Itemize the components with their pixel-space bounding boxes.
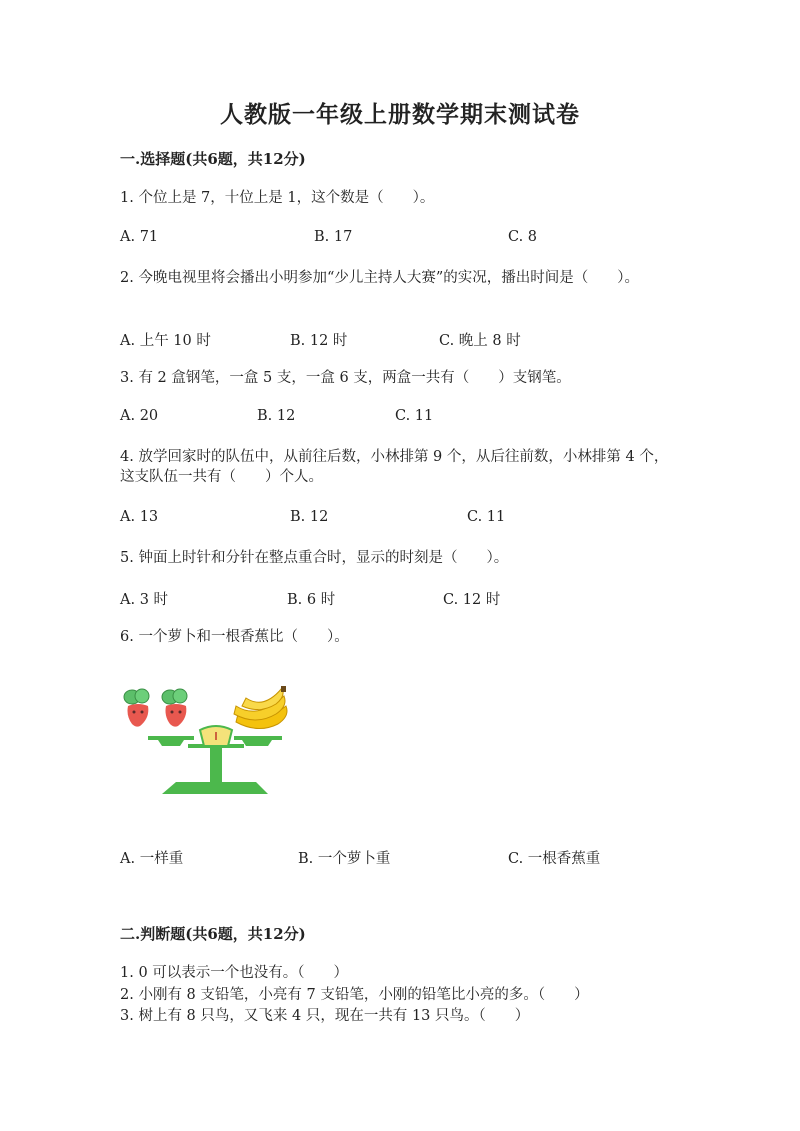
banana-icon xyxy=(234,686,287,729)
judgement-item-3: 3. 树上有 8 只鸟，又飞来 4 只，现在一共有 13 只鸟。（ ） xyxy=(120,1008,530,1024)
judgement-item-2: 2. 小刚有 8 支铅笔，小亮有 7 支铅笔，小刚的铅笔比小亮的多。（ ） xyxy=(120,987,589,1003)
q6-option-a: A. 一样重 xyxy=(120,851,184,867)
q6-option-b: B. 一个萝卜重 xyxy=(298,851,391,867)
question-6: 6. 一个萝卜和一根香蕉比（ ）。 xyxy=(120,629,349,645)
q4-option-a: A. 13 xyxy=(120,509,159,525)
q2-option-a: A. 上午 10 时 xyxy=(120,333,211,349)
q4-option-c: C. 11 xyxy=(467,509,506,525)
scale-icon xyxy=(148,726,282,794)
question-4: 4. 放学回家时的队伍中，从前往后数，小林排第 9 个，从后往前数，小林排第 4 个，这支队伍一共有（ ）个人。 xyxy=(120,449,669,485)
question-5: 5. 钟面上时针和分针在整点重合时，显示的时刻是（ ）。 xyxy=(120,550,509,566)
q2-option-b: B. 12 时 xyxy=(290,333,348,349)
q5-option-c: C. 12 时 xyxy=(443,592,501,608)
q1-option-b: B. 17 xyxy=(314,229,353,245)
q5-option-b: B. 6 时 xyxy=(287,592,336,608)
question-2: 2. 今晚电视里将会播出小明参加“少儿主持人大赛”的实况，播出时间是（ ）。 xyxy=(120,270,640,286)
q6-option-c: C. 一根香蕉重 xyxy=(508,851,601,867)
radish-icon xyxy=(124,689,149,727)
q4-option-b: B. 12 xyxy=(290,509,329,525)
q2-option-c: C. 晚上 8 时 xyxy=(439,333,521,349)
judgement-item-1: 1. 0 可以表示一个也没有。（ ） xyxy=(120,965,349,981)
section-heading-choice: 一.选择题(共6题，共12分) xyxy=(120,150,306,168)
question-3: 3. 有 2 盒钢笔，一盒 5 支，一盒 6 支，两盒一共有（ ）支钢笔。 xyxy=(120,370,571,386)
q1-option-c: C. 8 xyxy=(508,229,538,245)
page-title: 人教版一年级上册数学期末测试卷 xyxy=(220,101,580,128)
q5-option-a: A. 3 时 xyxy=(120,592,169,608)
section-heading-judgement: 二.判断题(共6题，共12分) xyxy=(120,925,306,943)
q3-option-c: C. 11 xyxy=(395,408,434,424)
q3-option-b: B. 12 xyxy=(257,408,296,424)
balance-scale-illustration xyxy=(118,684,298,804)
question-1: 1. 个位上是 7，十位上是 1，这个数是（ ）。 xyxy=(120,190,435,206)
radish-icon xyxy=(162,689,187,727)
q1-option-a: A. 71 xyxy=(120,229,159,245)
q3-option-a: A. 20 xyxy=(120,408,159,424)
